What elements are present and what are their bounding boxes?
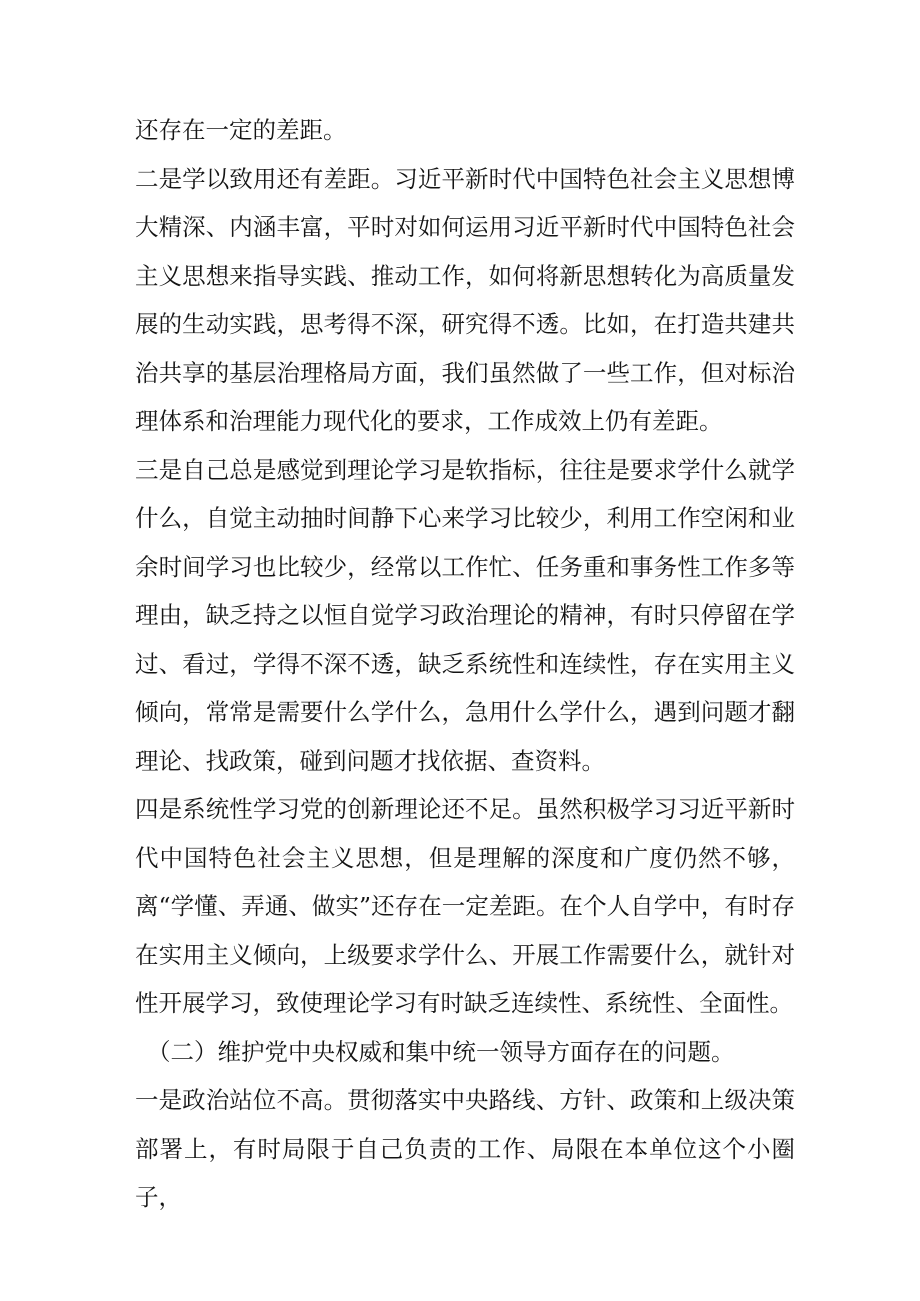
paragraph-gap-continuation: 还存在一定的差距。 (135, 116, 347, 144)
paragraph-political-standing: 一是政治站位不高。贯彻落实中央路线、方针、政策和上级决策部署上，有时局限于自己负责的工作、局限在本单位这个小圈子， (135, 1086, 795, 1211)
document-body (135, 106, 795, 1222)
paragraph-point-four: 四是系统性学习党的创新理论还不足。虽然积极学习习近平新时代中国特色社会主义思想，但是理解的深度和广度仍然不够，离“学懂、弄通、做实”还存在一定差距。在个人自学中，有时存在实用主义倾向，上级要求学什么、开展工作需要什么，就针对性开展学习，致使理论学习有时缺乏连续性、系统性、全面性。 (135, 795, 795, 1017)
paragraph-point-three: 三是自己总是感觉到理论学习是软指标，往往是要求学什么就学什么，自觉主动抽时间静下心来学习比较少，利用工作空闲和业余时间学习也比较少，经常以工作忙、任务重和事务性工作多等理由，缺乏持之以恒自觉学习政治理论的精神，有时只停留在学过、看过，学得不深不透，缺乏系统性和连续性，存在实用主义倾向，常常是需要什么学什么，急用什么学什么，遇到问题才翻理论、找政策，碰到问题才找依据、查资料。 (135, 455, 795, 775)
section-heading-two: （二）维护党中央权威和集中统一领导方面存在的问题。 (147, 1037, 735, 1066)
paragraph-point-two: 二是学以致用还有差距。习近平新时代中国特色社会主义思想博大精深、内涵丰富，平时对如何运用习近平新时代中国特色社会主义思想来指导实践、推动工作，如何将新思想转化为高质量发展的生动实践，思考得不深，研究得不透。比如，在打造共建共治共享的基层治理格局方面，我们虽然做了一些工作，但对标治理体系和治理能力现代化的要求，工作成效上仍有差距。 (135, 164, 795, 435)
